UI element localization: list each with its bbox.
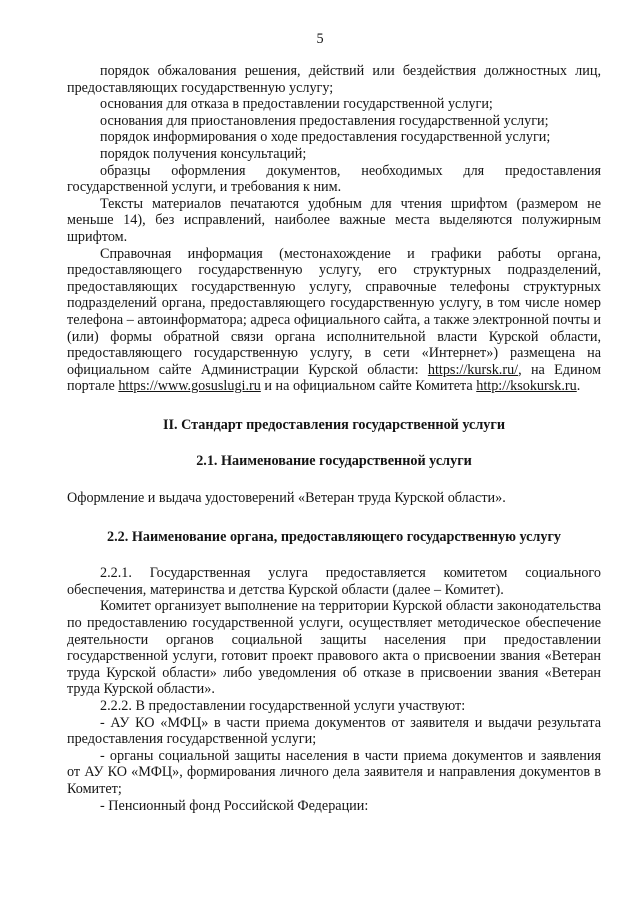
paragraph-suspension-grounds: основания для приостановления предоставления государственной услуги; bbox=[100, 112, 549, 129]
gosuslugi-link[interactable]: https://www.gosuslugi.ru bbox=[118, 378, 261, 395]
document-body bbox=[67, 63, 601, 814]
heading-2-1: 2.1. Наименование государственной услуги bbox=[196, 453, 472, 470]
reference-info-mid2: и на официальном сайте Комитета bbox=[260, 378, 477, 395]
paragraph-informing-procedure: порядок информирования о ходе предоставления государственной услуги; bbox=[100, 129, 551, 146]
kursk-site-link[interactable]: https://kursk.ru/ bbox=[427, 361, 519, 378]
reference-info-end: . bbox=[576, 378, 581, 395]
paragraph-appeal-procedure: порядок обжалования решения, действий или бездействия должностных лиц, предоставляющих государственную услугу; bbox=[67, 63, 601, 96]
participant-mfc: - АУ КО «МФЦ» в части приема документов от заявителя и выдачи результата предоставления государственной услуги; bbox=[67, 714, 601, 748]
reference-info-text: Справочная информация (местонахождение и графики работы органа, предоставляющего государственную услугу, его структурных подразделений, предоставляющих государственную услугу, справочные телефоны структурных подразделений органа, предоставляющего государственную услугу, в том числе номер телефона – автоинформатора; адреса официального сайта, а также электронной почты и (или) формы обратной связи органа исполнительной власти Курской области, предоставляющего государственную услугу, в сети «Интернет») размещена на официальном сайте Администрации Курской области: bbox=[67, 245, 601, 378]
heading-section-2: II. Стандарт предоставления государственной услуги bbox=[162, 416, 506, 433]
participant-social-protection: - органы социальной защиты населения в части приема документов и заявления от АУ КО «МФЦ», формирования личного дела заявителя и направления документов в Комитет; bbox=[67, 747, 601, 797]
reference-info-mid1: , на Едином портале bbox=[67, 361, 601, 395]
paragraph-reference-info bbox=[67, 246, 601, 395]
paragraph-committee-duties: Комитет организует выполнение на территории Курской области законодательства по предоставлению государственной услуги, осуществляет методическое обеспечение деятельности органов социальной защиты населения при предоставлении государственной услуги, готовит проект правового акта о присвоении звания «Ветеран труда Курской области» либо уведомления об отказе в присвоении звания «Ветеран труда Курской области». bbox=[67, 598, 601, 698]
paragraph-consultation-procedure: порядок получения консультаций; bbox=[100, 145, 307, 162]
committee-site-link[interactable]: http://ksokursk.ru bbox=[476, 378, 577, 395]
paragraph-document-samples: образцы оформления документов, необходимых для предоставления государственной услуги, и требования к ним. bbox=[67, 162, 601, 196]
paragraph-2-2-1: 2.2.1. Государственная услуга предоставляется комитетом социального обеспечения, материнства и детства Курской области (далее – Комитет). bbox=[67, 565, 601, 598]
paragraph-refusal-grounds: основания для отказа в предоставлении государственной услуги; bbox=[100, 96, 493, 113]
paragraph-2-2-2: 2.2.2. В предоставлении государственной услуги участвуют: bbox=[100, 698, 466, 714]
service-name: Оформление и выдача удостоверений «Ветеран труда Курской области». bbox=[67, 490, 506, 507]
paragraph-print-requirements: Тексты материалов печатаются удобным для чтения шрифтом (размером не меньше 14), без исправлений, наиболее важные места выделяются полужирным шрифтом. bbox=[67, 195, 601, 245]
page-number: 5 bbox=[316, 31, 324, 47]
heading-2-2: 2.2. Наименование органа, предоставляющего государственную услугу bbox=[106, 528, 562, 545]
participant-pension-fund: - Пенсионный фонд Российской Федерации: bbox=[100, 797, 369, 814]
